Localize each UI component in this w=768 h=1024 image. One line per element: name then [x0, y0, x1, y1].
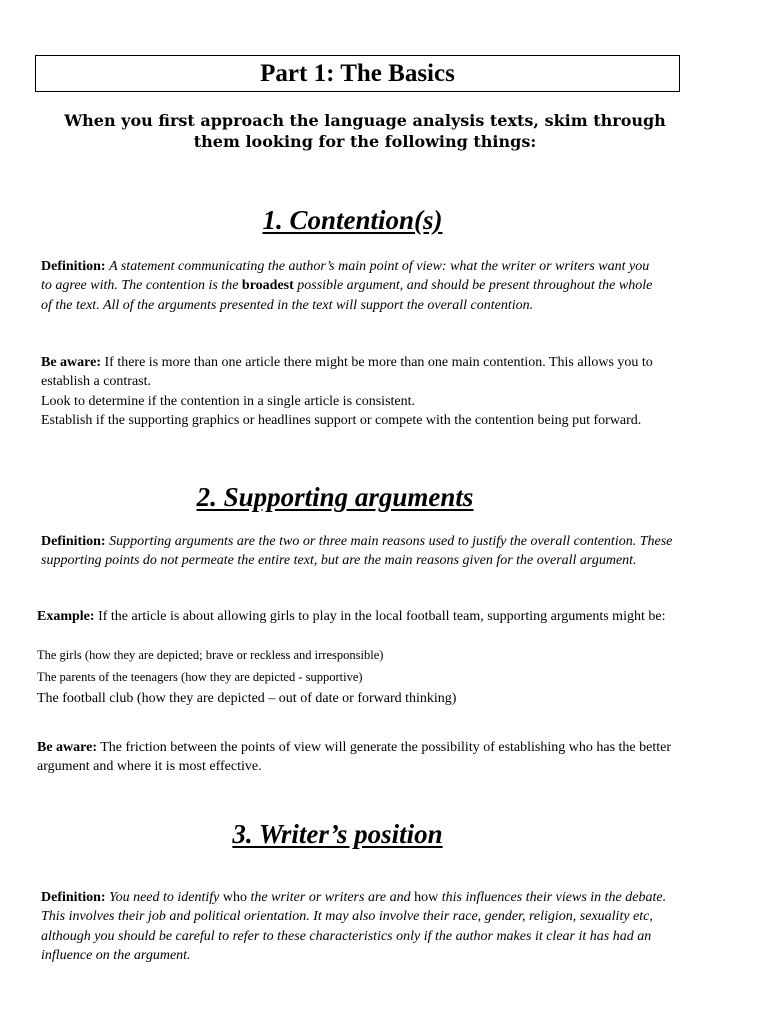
list-item: The parents of the teenagers (how they are depicted - supportive) [37, 670, 363, 684]
example-text: If the article is about allowing girls to play in the local football team, supporting arguments might be: [98, 609, 666, 624]
intro-text: When you first approach the language analysis texts, skim through them looking for the following things: [64, 111, 666, 151]
definition-text-continued: possible argument, and should be present throughout the whole of the text. All of the arguments presented in the text will support the overall contention. [41, 278, 653, 313]
be-aware-line-3: Establish if the supporting graphics or headlines support or compete with the contention being put forward. [41, 412, 642, 428]
definition-label: Definition: [41, 534, 106, 549]
be-aware-label: Be aware: [37, 740, 97, 755]
supporting-definition [41, 532, 681, 571]
writers-position-definition [41, 888, 681, 965]
definition-text-3: this influences their views in the debate. This involves their job and political orientation. It may also involve their race, gender, religion, sexuality etc, although you should be careful to refer to these characteristics only if the author makes it clear it has had an influence on the argument. [41, 890, 667, 963]
definition-label: Definition: [41, 890, 106, 905]
supporting-example [37, 607, 687, 626]
heading-writers-position: 3. Writer’s position [232, 819, 443, 849]
be-aware-label: Be aware: [41, 355, 101, 370]
definition-text: A statement communicating the author’s main point of view: what the writer or writers want you to agree with. The contention is the [41, 259, 650, 294]
be-aware-line-2: Look to determine if the contention in a single article is consistent. [41, 393, 416, 409]
page-title: Part 1: The Basics [35, 55, 680, 92]
definition-plain-how: how [414, 890, 439, 905]
definition-label: Definition: [41, 259, 106, 274]
heading-contention: 1. Contention(s) [262, 205, 443, 235]
definition-bold-word: broadest [241, 278, 294, 294]
contention-definition [41, 257, 661, 315]
definition-plain-who: who [222, 890, 247, 905]
contention-be-aware [41, 353, 671, 430]
supporting-be-aware [37, 738, 697, 777]
be-aware-text: If there is more than one article there might be more than one main contention. This allows you to establish a contrast. [41, 355, 653, 390]
definition-text-2: the writer or writers are and [250, 890, 411, 905]
example-label: Example: [37, 609, 95, 624]
definition-text: Supporting arguments are the two or three main reasons used to justify the overall contention. These supporting points do not permeate the entire text, but are the main reasons given for the overall argument. [41, 534, 673, 569]
list-item: The girls (how they are depicted; brave or reckless and irresponsible) [37, 648, 384, 662]
definition-text: You need to identify [109, 890, 220, 905]
be-aware-text: The friction between the points of view will generate the possibility of establishing who has the better argument and where it is most effective. [37, 740, 671, 775]
heading-supporting-arguments: 2. Supporting arguments [196, 482, 474, 512]
list-item: The football club (how they are depicted – out of date or forward thinking) [37, 691, 457, 706]
